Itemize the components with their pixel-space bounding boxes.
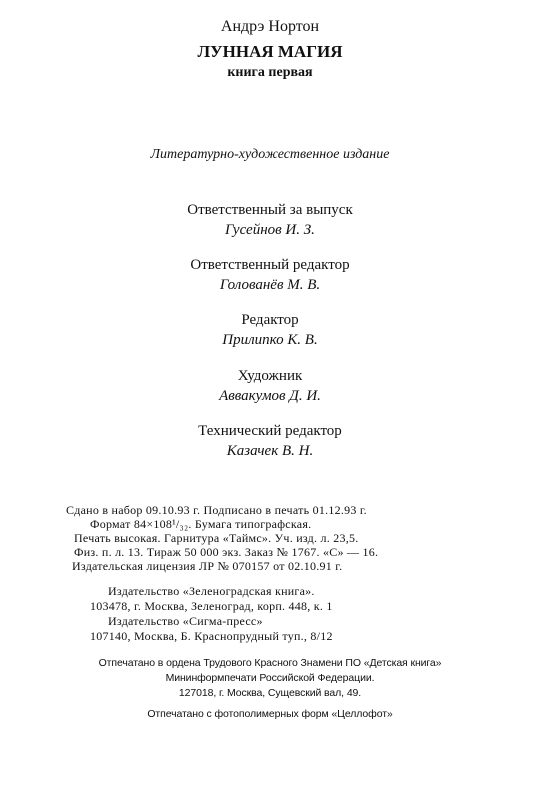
credit-role-release: Ответственный за выпуск [187,202,353,218]
publisher-line: Издательство «Сигма-пресс» [108,614,263,628]
credit-name-tech-editor: Казачек В. Н. [226,443,314,459]
printing-line: Отпечатано в ордена Трудового Красного Знамени ПО «Детская книга» [98,657,442,669]
publisher-line: 107140, Москва, Б. Краснопрудный туп., 8/12 [90,629,333,643]
imprint-line: Издательская лицензия ЛР № 070157 от 02.10.91 г. [72,559,343,573]
credit-role-artist: Художник [237,368,303,384]
imprint-line: Формат 84×108¹/₃₂. Бумага типографская. [90,517,312,531]
credit-name-chief-editor: Голованёв М. В. [219,277,321,293]
credit-role-chief-editor: Ответственный редактор [190,257,350,273]
imprint-line: Сдано в набор 09.10.93 г. Подписано в печать 01.12.93 г. [66,503,367,517]
edition-type: Литературно-художественное издание [150,147,390,162]
imprint-block [66,503,466,573]
author-name: Андрэ Нортон [220,18,320,35]
printing-line: Мининформпечати Российской Федерации. [165,672,375,684]
credit-name-artist: Аввакумов Д. И. [219,388,321,404]
book-volume: книга первая [227,65,313,80]
imprint-line: Печать высокая. Гарнитура «Таймс». Уч. изд. л. 23,5. [74,531,359,545]
publisher-line: Издательство «Зеленоградская книга». [108,584,315,598]
printing-note: Отпечатано с фотополимерных форм «Целлофот» [147,708,393,720]
credit-role-tech-editor: Технический редактор [198,423,342,439]
publisher-line: 103478, г. Москва, Зеленоград, корп. 448, к. 1 [90,599,333,613]
book-title: ЛУННАЯ МАГИЯ [197,42,343,61]
credit-role-editor: Редактор [241,312,299,328]
credit-name-editor: Прилипко К. В. [222,332,318,348]
credit-name-release: Гусейнов И. З. [225,222,315,238]
imprint-line: Физ. п. л. 13. Тираж 50 000 экз. Заказ № 1767. «С» — 16. [74,545,379,559]
printing-line: 127018, г. Москва, Сущевский вал, 49. [178,687,362,699]
printing-block [0,656,540,701]
publishers-block [90,584,470,644]
